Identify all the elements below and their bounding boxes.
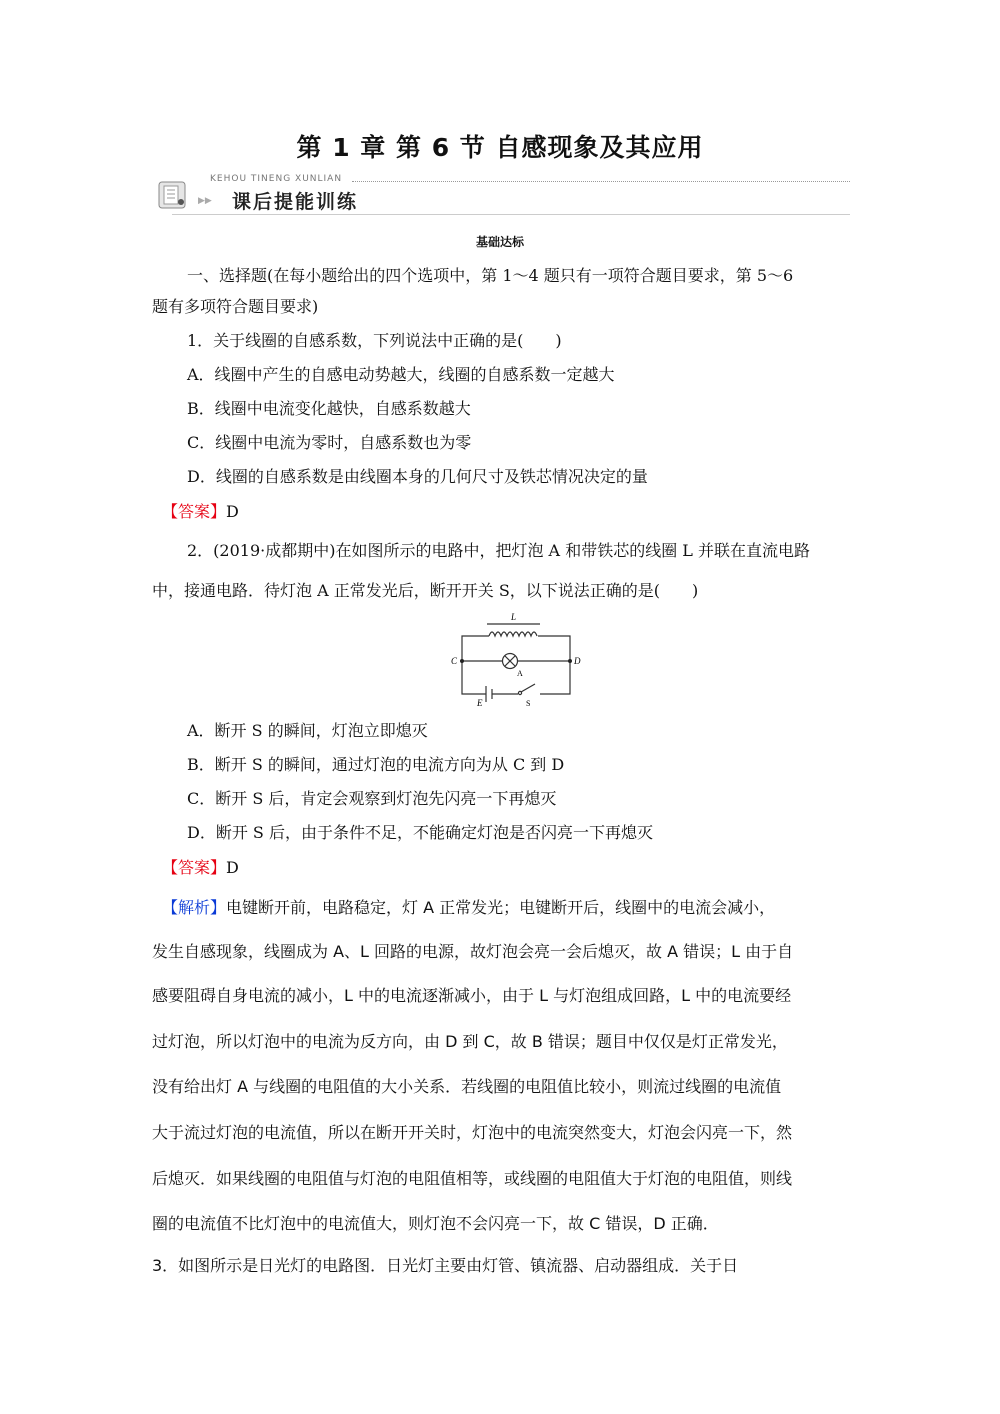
dotted-divider xyxy=(352,181,850,182)
section-banner xyxy=(152,172,850,218)
section-heading: 基础达标 xyxy=(475,235,524,249)
book-icon xyxy=(156,178,190,212)
q2-answer xyxy=(162,858,239,878)
analysis-line-7: 后熄灭．如果线圈的电阻值与灯泡的电阻值相等，或线圈的电阻值大于灯泡的电阻值，则线 xyxy=(152,1169,793,1188)
q2-stem-line1: 2．(2019·成都期中)在如图所示的电路中，把灯泡 A 和带铁芯的线圈 L 并联在直流电路 xyxy=(187,541,810,560)
analysis-text: 电键断开前，电路稳定，灯 A 正常发光；电键断开后，线圈中的电流会减小， xyxy=(226,898,776,917)
inductor-coil xyxy=(489,632,537,636)
analysis-line-8: 圈的电流值不比灯泡中的电流值大，则灯泡不会闪亮一下，故 C 错误，D 正确． xyxy=(152,1214,719,1233)
q1-option-d: D．线圈的自感系数是由线圈本身的几何尺寸及铁芯情况决定的量 xyxy=(187,467,648,486)
label-S: S xyxy=(526,699,531,708)
wire-top-left xyxy=(462,636,489,661)
analysis-line-6: 大于流过灯泡的电流值，所以在断开开关时，灯泡中的电流突然变大，灯泡会闪亮一下，然 xyxy=(152,1123,793,1142)
banner-divider xyxy=(172,214,850,215)
circuit-diagram xyxy=(440,610,590,710)
q2-option-a: A．断开 S 的瞬间，灯泡立即熄灭 xyxy=(187,721,428,740)
q2-option-c: C．断开 S 后，肯定会观察到灯泡先闪亮一下再熄灭 xyxy=(187,789,557,808)
answer-value: D xyxy=(226,502,239,521)
banner-english: KEHOU TINENG XUNLIAN xyxy=(210,174,343,184)
label-A: A xyxy=(517,669,523,678)
q1-stem: 1．关于线圈的自感系数，下列说法中正确的是( ) xyxy=(187,331,562,350)
q3-stem: 3．如图所示是日光灯的电路图．日光灯主要由灯管、镇流器、启动器组成．关于日 xyxy=(152,1256,739,1275)
answer-value: D xyxy=(226,858,239,877)
answer-label: 【答案】 xyxy=(162,858,227,877)
q1-option-c: C．线圈中电流为零时，自感系数也为零 xyxy=(187,433,472,452)
q1-option-a: A．线圈中产生的自感电动势越大，线圈的自感系数一定越大 xyxy=(187,365,615,384)
analysis-label: 【解析】 xyxy=(162,898,227,917)
analysis-line-5: 没有给出灯 A 与线圈的电阻值的大小关系．若线圈的电阻值比较小，则流过线圈的电流值 xyxy=(152,1077,782,1096)
analysis-line-1 xyxy=(162,898,775,918)
wire-bottom-left xyxy=(462,661,486,694)
label-D: D xyxy=(574,656,581,666)
chapter-title: 第 1 章 第 6 节 自感现象及其应用 xyxy=(296,133,704,162)
label-C: C xyxy=(451,656,458,666)
part-heading-line1: 一、选择题(在每小题给出的四个选项中，第 1～4 题只有一项符合题目要求，第 5～6 xyxy=(187,266,794,285)
banner-title: 课后提能训练 xyxy=(232,191,359,213)
q1-option-b: B．线圈中电流变化越快，自感系数越大 xyxy=(187,399,471,418)
label-E: E xyxy=(477,698,483,708)
label-L: L xyxy=(511,612,517,622)
q2-stem-line2: 中，接通电路．待灯泡 A 正常发光后，断开开关 S，以下说法正确的是( ) xyxy=(152,581,699,600)
q2-option-d: D．断开 S 后，由于条件不足，不能确定灯泡是否闪亮一下再熄灭 xyxy=(187,823,653,842)
analysis-line-3: 感要阻碍自身电流的减小，L 中的电流逐渐减小，由于 L 与灯泡组成回路，L 中的电流要经 xyxy=(152,986,792,1005)
wire-bottom-right xyxy=(540,661,570,694)
part-heading-line2: 题有多项符合题目要求) xyxy=(152,297,319,316)
switch-blade xyxy=(521,684,535,692)
analysis-line-4: 过灯泡，所以灯泡中的电流为反方向，由 D 到 C，故 B 错误；题目中仅仅是灯正常发光， xyxy=(152,1032,788,1051)
analysis-line-2: 发生自感现象，线圈成为 A、L 回路的电源，故灯泡会亮一会后熄灭，故 A 错误；L 由于自 xyxy=(152,942,794,961)
arrow-icon: ▶▶ xyxy=(198,196,212,206)
q1-answer xyxy=(162,502,239,522)
answer-label: 【答案】 xyxy=(162,502,227,521)
q2-option-b: B．断开 S 的瞬间，通过灯泡的电流方向为从 C 到 D xyxy=(187,755,565,774)
wire-top-right xyxy=(538,636,570,661)
